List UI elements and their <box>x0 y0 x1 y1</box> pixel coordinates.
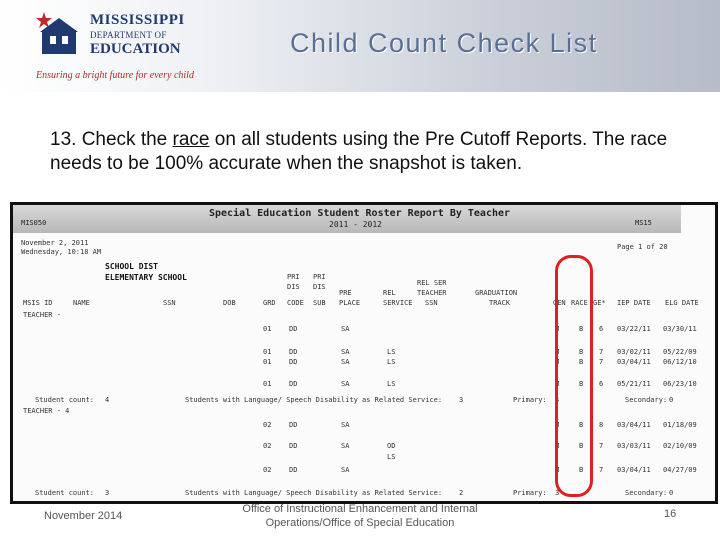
g1r3-service: LS <box>387 358 396 366</box>
g2r1-race: B <box>579 421 584 429</box>
report-page-number: Page 1 of 20 <box>617 243 668 251</box>
g2r1-place: SA <box>341 421 350 429</box>
count2-secondary-label: Secondary: <box>625 489 668 497</box>
header-mid-2: DIS <box>313 283 326 291</box>
g1r4-code: DD <box>289 380 298 388</box>
g1r3-grd: 01 <box>263 358 272 366</box>
g1r2-gen: M <box>555 348 560 356</box>
g1r1-ge: 6 <box>599 325 604 333</box>
instruction-start: 13. Check the <box>50 129 173 150</box>
col-track: TRACK <box>489 299 511 307</box>
g1r2-elg: 05/22/09 <box>663 348 697 356</box>
race-column-highlight <box>555 255 593 497</box>
g1r1-gen: M <box>555 325 560 333</box>
report-day-time: Wednesday, 10:18 AM <box>21 248 102 256</box>
g2r4-place: SA <box>341 466 350 474</box>
footer-page-number: 16 <box>664 508 677 520</box>
col-gen: GEN <box>553 299 566 307</box>
g2r2-race: B <box>579 442 584 450</box>
count1-secondary: 0 <box>669 396 674 404</box>
g1r3-ge: 7 <box>599 358 604 366</box>
report-school: ELEMENTARY SCHOOL <box>105 273 187 282</box>
col-ge: GE* <box>593 299 606 307</box>
col-service: SERVICE <box>383 299 413 307</box>
g1r3-race: B <box>579 358 584 366</box>
g1r4-ge: 6 <box>599 380 604 388</box>
report-title-band <box>13 205 681 233</box>
header-mid-4: REL <box>383 289 396 297</box>
g1r3-elg: 06/12/10 <box>663 358 697 366</box>
col-grd: GRD <box>263 299 276 307</box>
count1-secondary-label: Secondary: <box>625 396 668 404</box>
col-sub: SUB <box>313 299 326 307</box>
slide-title: Child Count Check List <box>290 28 598 58</box>
g2r3-service: LS <box>387 453 396 461</box>
report-right-code: MS15 <box>635 219 652 227</box>
star-schoolhouse-icon <box>36 10 80 54</box>
col-name: NAME <box>73 299 90 307</box>
instruction-end: on all students using the Pre Cutoff Reports. The race needs to be 100% accurate when the snapshot is taken. <box>50 129 668 174</box>
g2r4-elg: 04/27/09 <box>663 466 697 474</box>
col-teacher-ssn: SSN <box>425 299 438 307</box>
g1r3-gen: M <box>555 358 560 366</box>
header-mid-6: GRADUATION <box>475 289 518 297</box>
g2r1-iep: 03/04/11 <box>617 421 651 429</box>
count1-label: Student count: <box>35 396 95 404</box>
logo-line-education: EDUCATION <box>90 41 181 57</box>
g2r4-gen: M <box>555 466 560 474</box>
g2r1-elg: 01/18/09 <box>663 421 697 429</box>
g1r1-elg: 03/30/11 <box>663 325 697 333</box>
g2r2-elg: 02/10/09 <box>663 442 697 450</box>
count1-primary: 4 <box>555 396 560 404</box>
count2-value2: 2 <box>459 489 464 497</box>
col-race: RACE <box>571 299 588 307</box>
header-top-2: PRI <box>313 273 326 281</box>
g1r4-iep: 05/21/11 <box>617 380 651 388</box>
report-left-code: MIS050 <box>21 219 47 227</box>
g1r3-iep: 03/04/11 <box>617 358 651 366</box>
g2r4-grd: 02 <box>263 466 272 474</box>
g1r1-grd: 01 <box>263 325 272 333</box>
col-ssn: SSN <box>163 299 176 307</box>
report-year: 2011 - 2012 <box>329 220 382 229</box>
count2-value: 3 <box>105 489 110 497</box>
g1r1-race: B <box>579 325 584 333</box>
col-code: CODE <box>287 299 304 307</box>
count2-secondary: 0 <box>669 489 674 497</box>
col-elg-date: ELG DATE <box>665 299 699 307</box>
g1r4-grd: 01 <box>263 380 272 388</box>
g1r4-race: B <box>579 380 584 388</box>
teacher-label-1: TEACHER - <box>23 311 61 319</box>
header-top-1: PRI <box>287 273 300 281</box>
g1r3-place: SA <box>341 358 350 366</box>
g1r4-elg: 06/23/10 <box>663 380 697 388</box>
g2r4-ge: 7 <box>599 466 604 474</box>
logo-line-department: DEPARTMENT OF <box>90 30 167 40</box>
count1-value2: 3 <box>459 396 464 404</box>
g2r1-gen: M <box>555 421 560 429</box>
count1-primary-label: Primary: <box>513 396 547 404</box>
g1r2-place: SA <box>341 348 350 356</box>
count2-primary: 3 <box>555 489 560 497</box>
g1r1-place: SA <box>341 325 350 333</box>
g2r2-gen: M <box>555 442 560 450</box>
g2r2-grd: 02 <box>263 442 272 450</box>
g2r2-code: DD <box>289 442 298 450</box>
g2r2-service: OD <box>387 442 396 450</box>
g1r3-code: DD <box>289 358 298 366</box>
count2-text: Students with Language/ Speech Disability as Related Service: <box>185 489 443 497</box>
mde-logo <box>36 6 206 86</box>
logo-tagline: Ensuring a bright future for every child <box>36 70 194 81</box>
header-mid-3: PRE <box>339 289 352 297</box>
g2r4-race: B <box>579 466 584 474</box>
count1-value: 4 <box>105 396 110 404</box>
g1r1-iep: 03/22/11 <box>617 325 651 333</box>
header-mid-5: TEACHER <box>417 289 447 297</box>
g1r2-code: DD <box>289 348 298 356</box>
col-place: PLACE <box>339 299 361 307</box>
report-title: Special Education Student Roster Report By Teacher <box>209 208 511 219</box>
slide-header <box>0 0 720 92</box>
teacher-label-2: TEACHER - 4 <box>23 407 70 415</box>
count2-label: Student count: <box>35 489 95 497</box>
g1r4-gen: M <box>555 380 560 388</box>
footer-office: Office of Instructional Enhancement and Internal Operations/Office of Special Education <box>242 503 478 529</box>
g1r2-grd: 01 <box>263 348 272 356</box>
count1-text: Students with Language/ Speech Disability as Related Service: <box>185 396 443 404</box>
instruction-underlined-word: race <box>172 129 210 150</box>
g2r2-place: SA <box>341 442 350 450</box>
g1r4-place: SA <box>341 380 350 388</box>
g2r4-iep: 03/04/11 <box>617 466 651 474</box>
report-date: November 2, 2011 <box>21 239 89 247</box>
g2r2-iep: 03/03/11 <box>617 442 651 450</box>
report-district: SCHOOL DIST <box>105 262 158 271</box>
col-msis-id: MSIS ID <box>23 299 53 307</box>
col-dob: DOB <box>223 299 236 307</box>
g1r2-ge: 7 <box>599 348 604 356</box>
header-mid-1: DIS <box>287 283 300 291</box>
col-iep-date: IEP DATE <box>617 299 651 307</box>
footer-date: November 2014 <box>44 510 123 522</box>
header-top-3: REL SER <box>417 279 447 287</box>
g1r1-code: DD <box>289 325 298 333</box>
instruction-text <box>50 128 690 176</box>
logo-line-mississippi: MISSISSIPPI <box>90 12 185 28</box>
g2r1-ge: 8 <box>599 421 604 429</box>
g2r1-code: DD <box>289 421 298 429</box>
g2r4-code: DD <box>289 466 298 474</box>
g2r1-grd: 02 <box>263 421 272 429</box>
g1r2-race: B <box>579 348 584 356</box>
report-screenshot <box>10 202 718 504</box>
count2-primary-label: Primary: <box>513 489 547 497</box>
g1r2-iep: 03/02/11 <box>617 348 651 356</box>
g2r2-ge: 7 <box>599 442 604 450</box>
g1r2-service: LS <box>387 348 396 356</box>
g1r4-service: LS <box>387 380 396 388</box>
